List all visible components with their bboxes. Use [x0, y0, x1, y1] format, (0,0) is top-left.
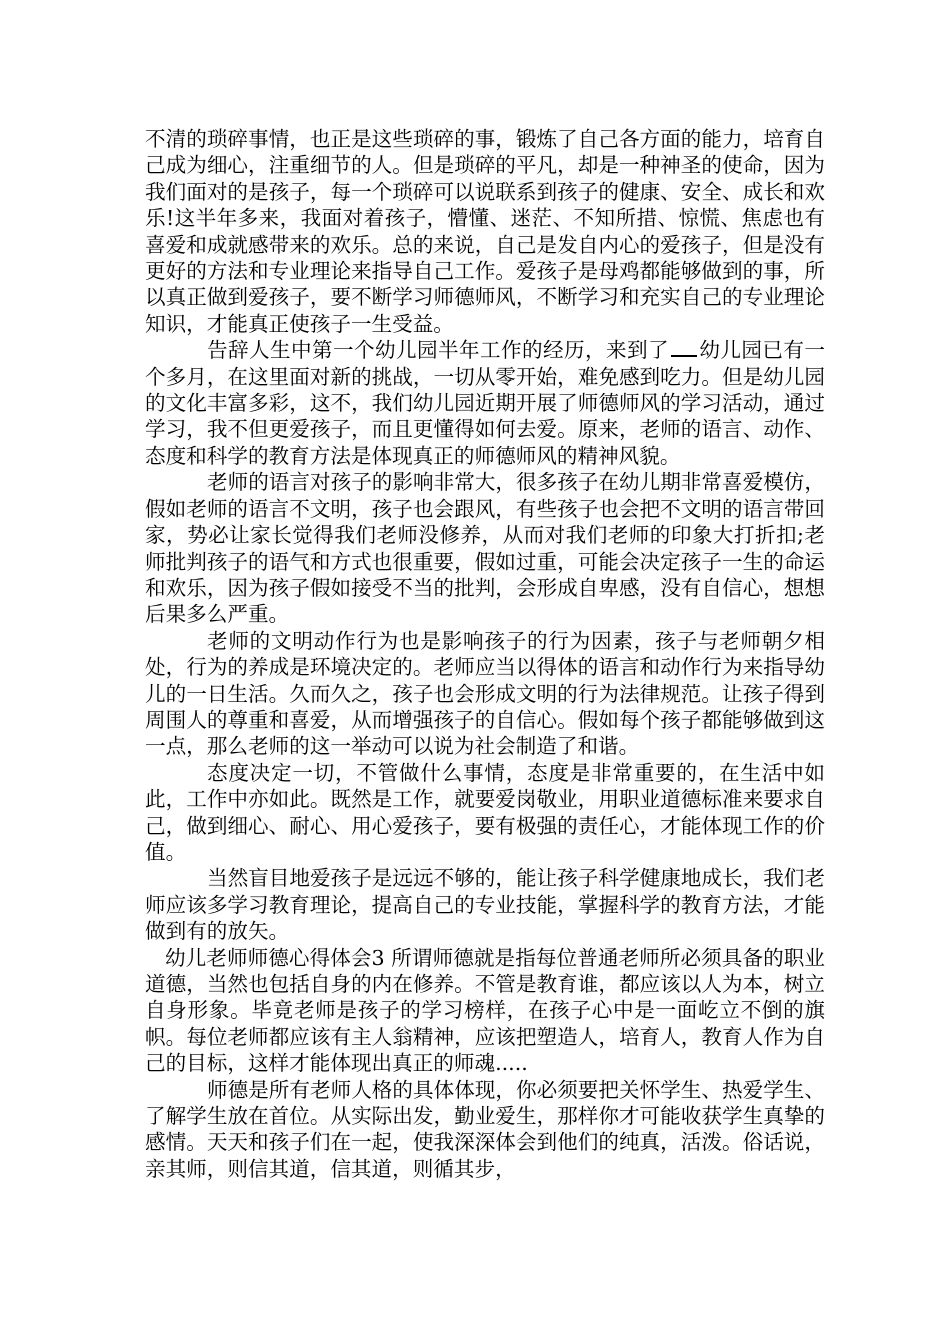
paragraph-5: 态度决定一切，不管做什么事情，态度是非常重要的，在生活中如此，工作中亦如此。既然是工作，就要爱岗敬业，用职业道德标准来要求自己，做到细心、耐心、用心爱孩子，要有极强的责任心，才能体现工作的价值。 [145, 760, 825, 864]
paragraph-7: 幼儿老师师德心得体会3 所谓师德就是指每位普通老师所必须具备的职业道德，当然也包括自身的内在修养。不管是教育谁，都应该以人为本，树立自身形象。毕竟老师是孩子的学习榜样，在孩子心中是一面屹立不倒的旗帜。每位老师都应该有主人翁精神，应该把塑造人，培育人，教育人作为自己的目标，这样才能体现出真正的师魂..... [145, 945, 825, 1076]
paragraph-1: 不清的琐碎事情，也正是这些琐碎的事，锻炼了自己各方面的能力，培育自己成为细心，注重细节的人。但是琐碎的平凡，却是一种神圣的使命，因为我们面对的是孩子，每一个琐碎可以说联系到孩子的健康、安全、成长和欢乐!这半年多来，我面对着孩子，懵懂、迷茫、不知所措、惊慌、焦虑也有喜爱和成就感带来的欢乐。总的来说，自己是发自内心的爱孩子，但是没有更好的方法和专业理论来指导自己工作。爱孩子是母鸡都能够做到的事，所以真正做到爱孩子，要不断学习师德师风，不断学习和充实自己的专业理论知识，才能真正使孩子一生受益。 [145, 127, 825, 336]
document-page [145, 126, 825, 1182]
paragraph-2-start: 告辞人生中第一个幼儿园半年工作的经历，来到了 [207, 338, 669, 363]
paragraph-8: 师德是所有老师人格的具体体现，你必须要把关怀学生、热爱学生、了解学生放在首位。从实际出发，勤业爱生，那样你才可能收获学生真挚的感情。天天和孩子们在一起，使我深深体会到他们的纯真，活泼。俗话说，亲其师，则信其道，信其道，则循其步， [145, 1077, 825, 1181]
paragraph-2 [145, 337, 825, 469]
paragraph-3: 老师的语言对孩子的影响非常大，很多孩子在幼儿期非常喜爱模仿，假如老师的语言不文明，孩子也会跟风，有些孩子也会把不文明的语言带回家，势必让家长觉得我们老师没修养，从而对我们老师的印象大打折扣;老师批判孩子的语气和方式也很重要，假如过重，可能会决定孩子一生的命运和欢乐，因为孩子假如接受不当的批判，会形成自卑感，没有自信心，想想后果多么严重。 [145, 470, 825, 627]
paragraph-2-rest: 幼儿园已有一个多月，在这里面对新的挑战，一切从零开始，难免感到吃力。但是幼儿园的文化丰富多彩，这不，我们幼儿园近期开展了师德师风的学习活动，通过学习，我不但更爱孩子，而且更懂得如何去爱。原来，老师的语言、动作、态度和科学的教育方法是体现真正的师德师风的精神风貌。 [145, 338, 825, 468]
fill-in-blank [671, 337, 697, 357]
paragraph-4: 老师的文明动作行为也是影响孩子的行为因素，孩子与老师朝夕相处，行为的养成是环境决定的。老师应当以得体的语言和动作行为来指导幼儿的一日生活。久而久之，孩子也会形成文明的行为法律规范。让孩子得到周围人的尊重和喜爱，从而增强孩子的自信心。假如每个孩子都能够做到这一点，那么老师的这一举动可以说为社会制造了和谐。 [145, 628, 825, 759]
paragraph-6: 当然盲目地爱孩子是远远不够的，能让孩子科学健康地成长，我们老师应该多学习教育理论，提高自己的专业技能，掌握科学的教育方法，才能做到有的放矢。 [145, 866, 825, 944]
